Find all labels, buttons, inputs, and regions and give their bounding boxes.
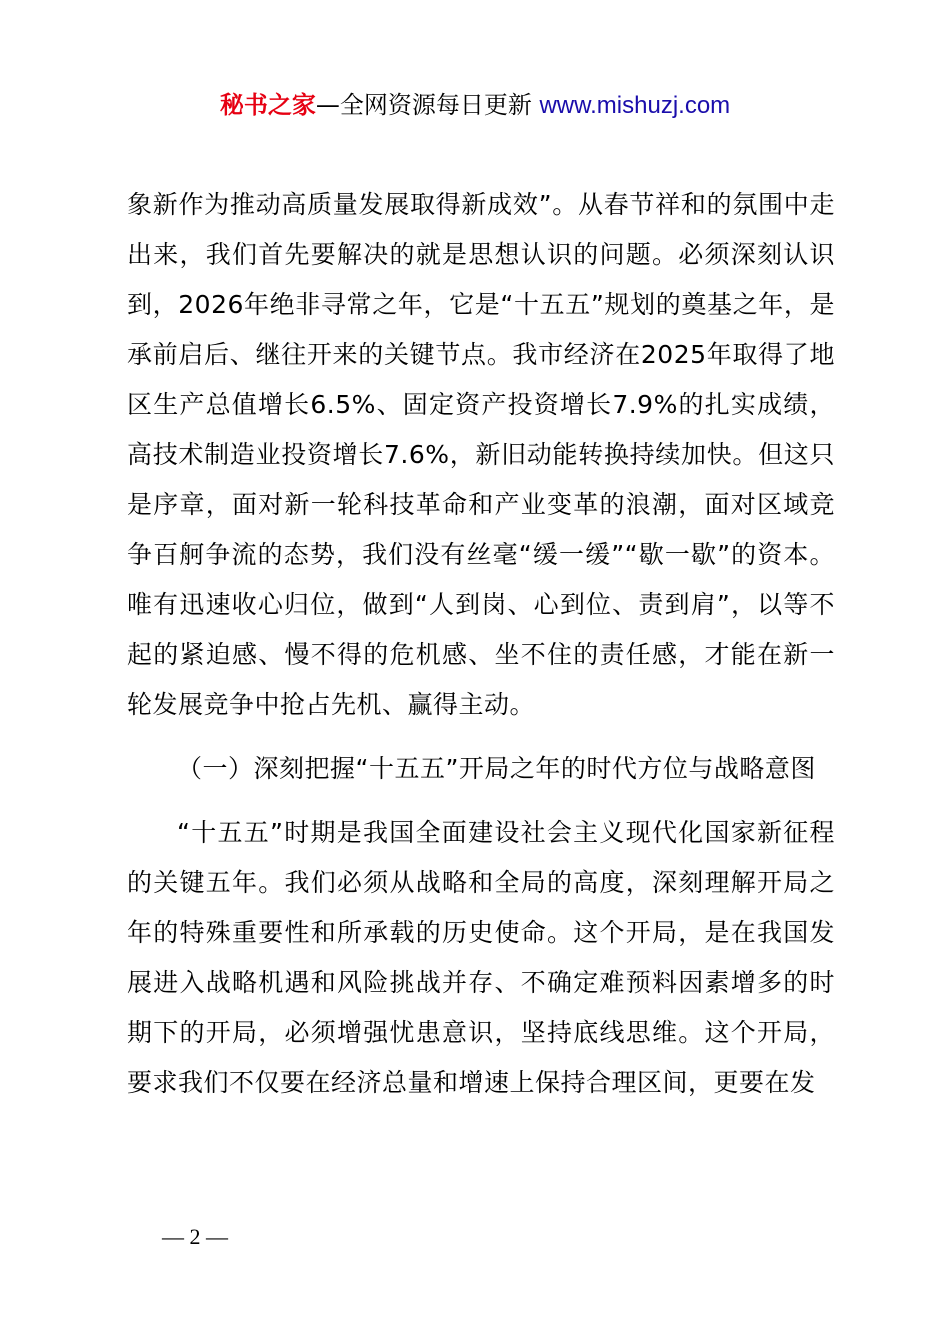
section-body-paragraph: “十五五”时期是我国全面建设社会主义现代化国家新征程的关键五年。我们必须从战略和全局的高度，深刻理解开局之年的特殊重要性和所承载的历史使命。这个开局，是在我国发展进入战略机遇和风险挑战并存、不确定难预料因素增多的时期下的开局，必须增强忧患意识，坚持底线思维。这个开局，要求我们不仅要在经济总量和增速上保持合理区间，更要在发 — [127, 818, 835, 1097]
brand-name: 秘书之家 — [219, 91, 316, 119]
page-number: — 2 — — [162, 1224, 228, 1249]
site-watermark-header — [0, 88, 950, 123]
document-body — [127, 180, 835, 1108]
intro-paragraph: 象新作为推动高质量发展取得新成效”。从春节祥和的氛围中走出来，我们首先要解决的就是思想认识的问题。必须深刻认识到，2026年绝非寻常之年，它是“十五五”规划的奠基之年，是承前启后、继往开来的关键节点。我市经济在2025年取得了地区生产总值增长6.5%、固定资产投资增长7.9%的扎实成绩，高技术制造业投资增长7.6%，新旧动能转换持续加快。但这只是序章，面对新一轮科技革命和产业变革的浪潮，面对区域竞争百舸争流的态势，我们没有丝毫“缓一缓”“歇一歇”的资本。唯有迅速收心归位，做到“人到岗、心到位、责到肩”，以等不起的紧迫感、慢不得的危机感、坐不住的责任感，才能在新一轮发展竞争中抢占先机、赢得主动。 — [127, 190, 835, 719]
header-tagline: —全网资源每日更新 — [315, 91, 532, 119]
site-url[interactable]: www.mishuzj.com — [539, 92, 731, 119]
section-heading: （一）深刻把握“十五五”开局之年的时代方位与战略意图 — [177, 754, 816, 783]
